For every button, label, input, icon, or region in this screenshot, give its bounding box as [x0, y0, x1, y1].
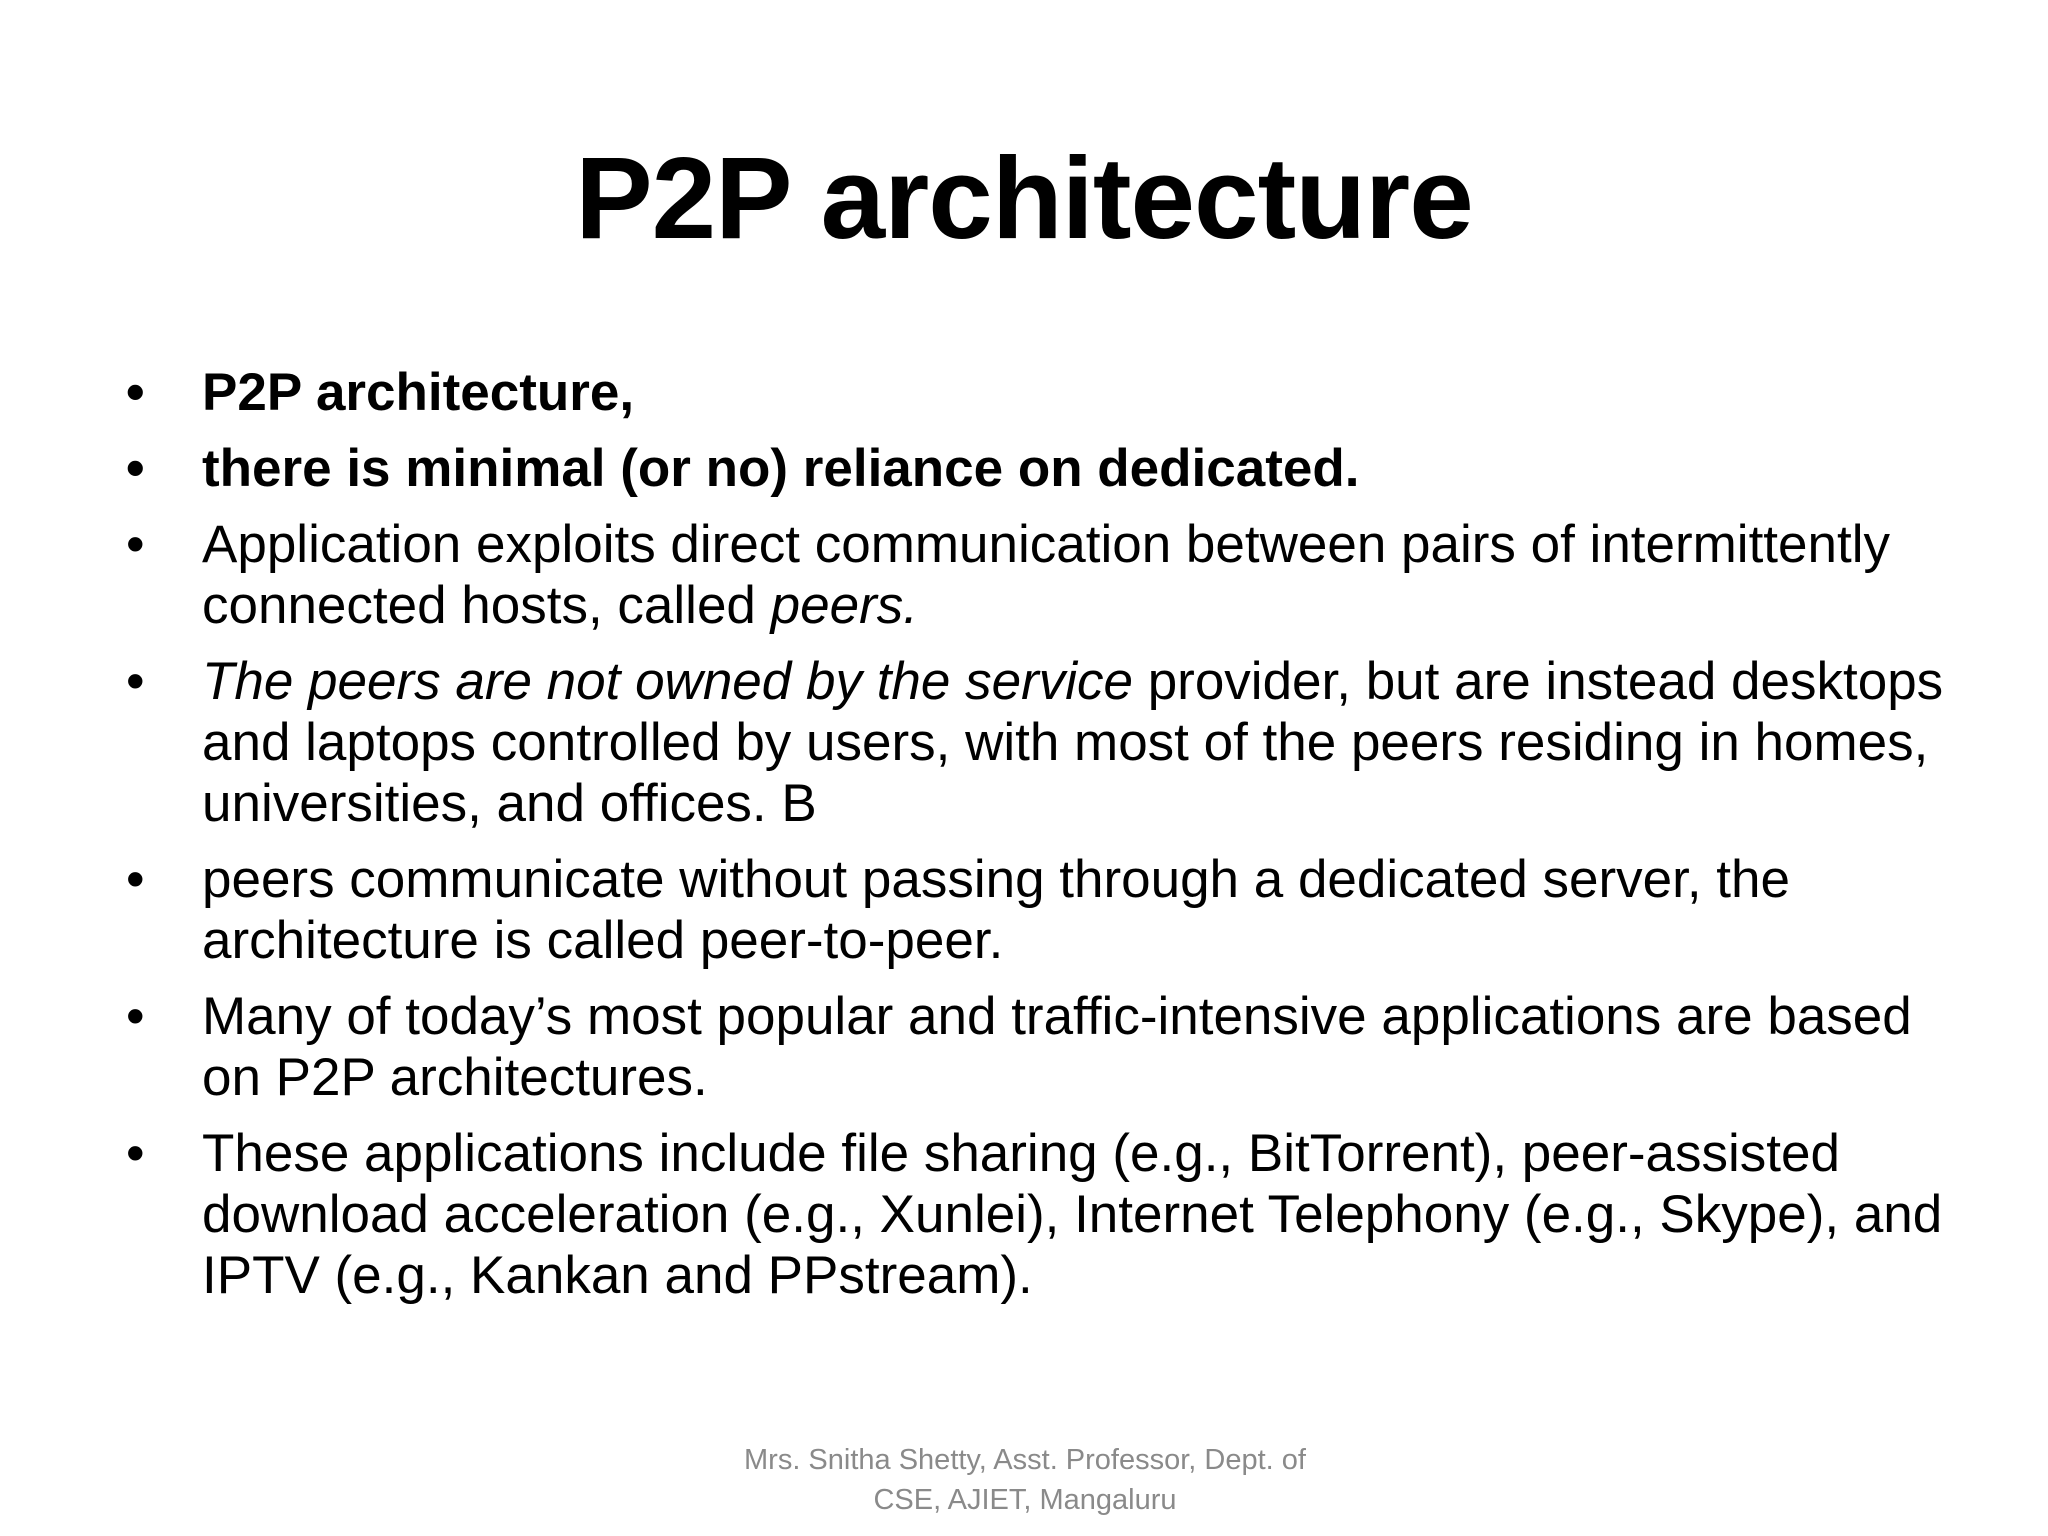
bullet-dot-icon: • — [126, 1124, 145, 1183]
bullet-text-italic: The peers are not owned by the service — [202, 652, 1133, 711]
bullet-text: provider, but are instead desktops and laptops controlled by users, with most of the peers residing in homes, universities, and offices. B — [202, 652, 1944, 833]
footer-line: Mrs. Snitha Shetty, Asst. Professor, Dept. of — [744, 1444, 1306, 1476]
slide-footer — [700, 1440, 1350, 1520]
bullet-item — [120, 986, 1980, 1108]
bullet-text: These applications include file sharing (e.g., BitTorrent), peer-assisted download acceleration (e.g., Xunlei), Internet Telephony (e.g., Skype), and IPTV (e.g., Kankan and PPstream). — [202, 1124, 1943, 1305]
bullet-item — [120, 514, 1980, 636]
bullet-dot-icon: • — [126, 515, 145, 574]
bullet-item — [120, 438, 1980, 499]
slide-title: P2P architecture — [575, 133, 1473, 263]
bullet-item — [120, 1123, 1980, 1306]
bullet-dot-icon: • — [126, 652, 145, 711]
bullet-text: there is minimal (or no) reliance on dedicated. — [202, 439, 1360, 498]
bullet-dot-icon: • — [126, 363, 145, 422]
footer-line: CSE, AJIET, Mangaluru — [873, 1484, 1177, 1516]
bullet-item — [120, 651, 1980, 834]
bullet-item — [120, 362, 1980, 423]
bullet-dot-icon: • — [126, 850, 145, 909]
bullet-text-italic: peers. — [770, 576, 918, 635]
bullet-item — [120, 849, 1980, 971]
bullet-text: Application exploits direct communication between pairs of intermittently connected hosts, called — [202, 515, 1890, 635]
bullet-text: peers communicate without passing through a dedicated server, the architecture is called peer-to-peer. — [202, 850, 1790, 970]
bullet-list — [120, 362, 1980, 1321]
bullet-text: Many of today’s most popular and traffic-intensive applications are based on P2P architectures. — [202, 987, 1912, 1107]
bullet-dot-icon: • — [126, 439, 145, 498]
bullet-dot-icon: • — [126, 987, 145, 1046]
bullet-text: P2P architecture, — [202, 363, 635, 422]
